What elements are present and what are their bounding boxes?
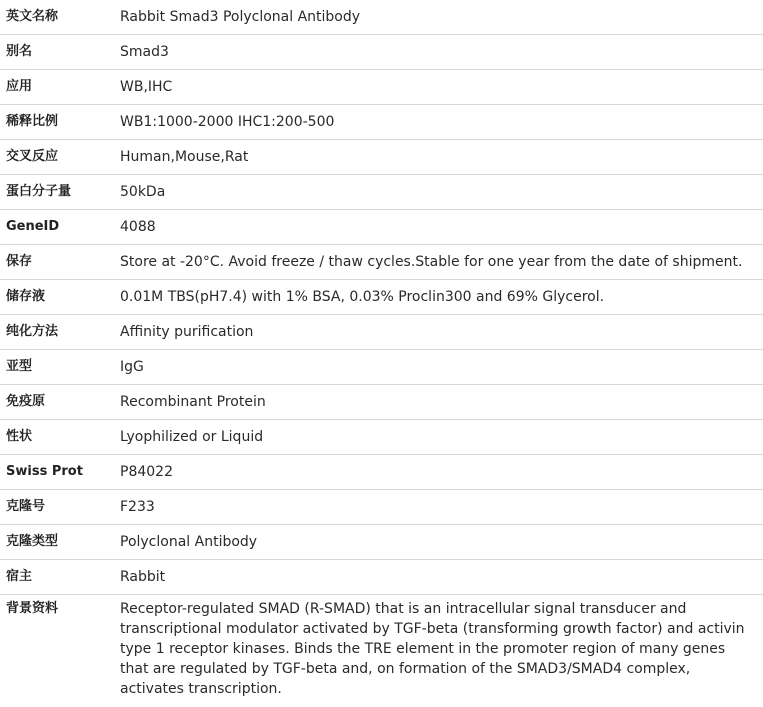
spec-value: IgG (114, 350, 763, 385)
spec-label: 亚型 (0, 350, 114, 385)
spec-label: 克隆类型 (0, 525, 114, 560)
spec-row-form (0, 420, 763, 455)
spec-label: 英文名称 (0, 0, 114, 35)
spec-label: 交叉反应 (0, 140, 114, 175)
spec-row-english-name (0, 0, 763, 35)
spec-label: 纯化方法 (0, 315, 114, 350)
spec-label: 性状 (0, 420, 114, 455)
spec-label: GeneID (0, 210, 114, 245)
spec-row-gene-id (0, 210, 763, 245)
spec-value: Lyophilized or Liquid (114, 420, 763, 455)
spec-value: Human,Mouse,Rat (114, 140, 763, 175)
spec-row-swiss-prot (0, 455, 763, 490)
spec-value: 50kDa (114, 175, 763, 210)
spec-row-storage (0, 245, 763, 280)
spec-row-clone-number (0, 490, 763, 525)
spec-value: Smad3 (114, 35, 763, 70)
spec-value: Rabbit Smad3 Polyclonal Antibody (114, 0, 763, 35)
spec-value: Polyclonal Antibody (114, 525, 763, 560)
spec-value: P84022 (114, 455, 763, 490)
spec-value: Receptor-regulated SMAD (R-SMAD) that is an intracellular signal transducer and transcriptional modulator activated by TGF-beta (transforming growth factor) and activin type 1 receptor kinases. Binds the TRE element in the promoter region of many genes that are regulated by TGF-beta and, on formation of the SMAD3/SMAD4 complex, activates transcription. (120, 601, 745, 697)
spec-row-isotype (0, 350, 763, 385)
spec-label: 储存液 (0, 280, 114, 315)
spec-label: 宿主 (0, 560, 114, 595)
spec-value: Rabbit (114, 560, 763, 595)
spec-row-background (0, 595, 763, 700)
spec-label: 保存 (0, 245, 114, 280)
spec-label: 蛋白分子量 (0, 175, 114, 210)
spec-label: 免疫原 (0, 385, 114, 420)
spec-value: 4088 (114, 210, 763, 245)
spec-label: 稀释比例 (0, 105, 114, 140)
spec-label: 克隆号 (0, 490, 114, 525)
spec-row-alias (0, 35, 763, 70)
spec-label: 背景资料 (6, 601, 59, 616)
spec-row-immunogen (0, 385, 763, 420)
spec-value: Recombinant Protein (114, 385, 763, 420)
spec-row-host (0, 560, 763, 595)
spec-label: Swiss Prot (0, 455, 114, 490)
spec-label: 别名 (0, 35, 114, 70)
spec-row-reactivity (0, 140, 763, 175)
spec-row-buffer (0, 280, 763, 315)
spec-row-application (0, 70, 763, 105)
spec-value: F233 (114, 490, 763, 525)
spec-label: 应用 (0, 70, 114, 105)
spec-value: Store at -20°C. Avoid freeze / thaw cycles.Stable for one year from the date of shipment. (114, 245, 763, 280)
spec-row-dilution (0, 105, 763, 140)
spec-value: Affinity purification (114, 315, 763, 350)
spec-row-purification (0, 315, 763, 350)
spec-row-clonality (0, 525, 763, 560)
spec-row-molecular-weight (0, 175, 763, 210)
spec-value: 0.01M TBS(pH7.4) with 1% BSA, 0.03% Proclin300 and 69% Glycerol. (114, 280, 763, 315)
spec-value: WB,IHC (114, 70, 763, 105)
spec-value: WB1:1000-2000 IHC1:200-500 (114, 105, 763, 140)
